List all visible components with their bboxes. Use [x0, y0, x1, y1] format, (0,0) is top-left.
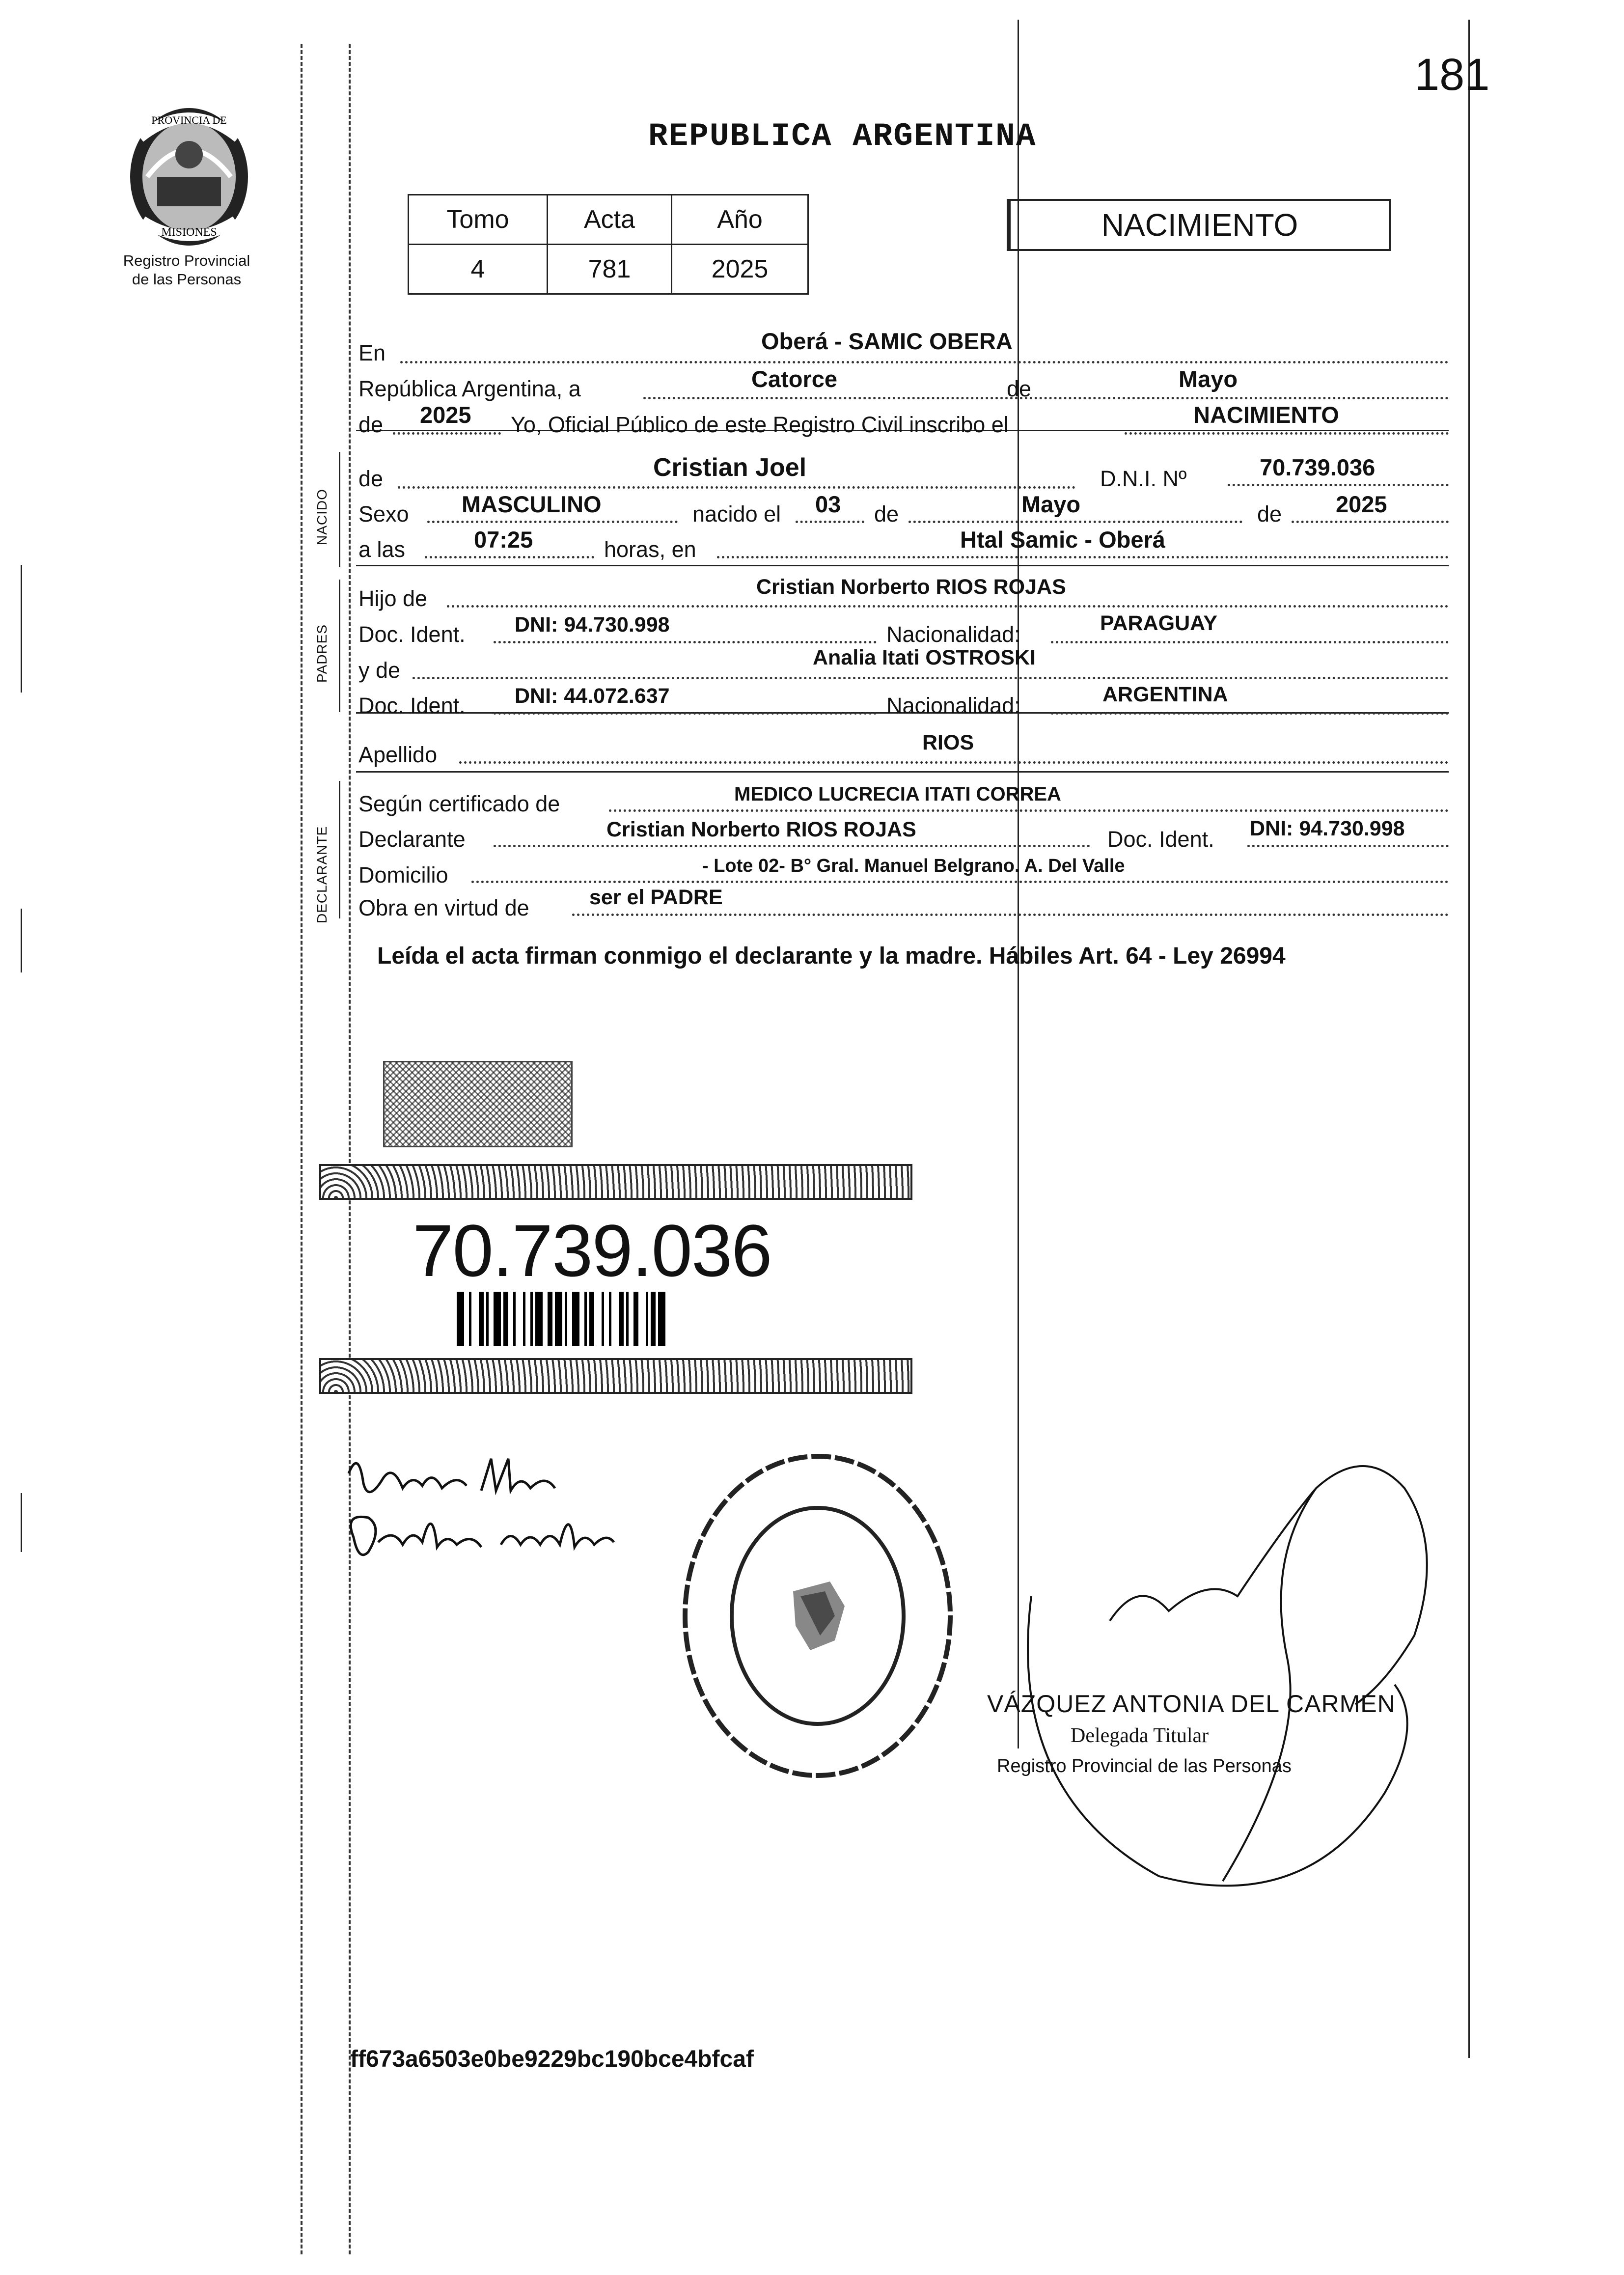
- handwritten-signature: [339, 1444, 653, 1572]
- declarant-doc-value: DNI: 94.730.998: [1250, 817, 1405, 840]
- left-scan-mark: [21, 565, 22, 693]
- fill-line: [459, 761, 1449, 764]
- barcode-bar: [646, 1292, 648, 1346]
- left-margin-dashed-line-2: [349, 44, 351, 2254]
- logo-caption: [98, 251, 275, 289]
- barcode-bar: [584, 1292, 587, 1346]
- officer-text: Yo, Oficial Público de este Registro Civil inscribo el: [511, 412, 1009, 437]
- fill-line: [398, 486, 1075, 489]
- fill-line: [1292, 521, 1449, 523]
- father-nat-value: PARAGUAY: [1100, 611, 1217, 635]
- barcode-bar: [469, 1292, 471, 1346]
- cert-value: MEDICO LUCRECIA ITATI CORREA: [734, 783, 1061, 805]
- sex-label: Sexo: [358, 501, 409, 527]
- right-border-line: [1468, 20, 1470, 2058]
- fill-line: [393, 432, 501, 435]
- registry-header-ano: Año: [672, 195, 808, 245]
- country-heading: REPUBLICA ARGENTINA: [648, 118, 1037, 155]
- born-month-value: Mayo: [1021, 491, 1081, 517]
- officer-office: Registro Provincial de las Personas: [997, 1756, 1292, 1776]
- fill-line: [427, 521, 678, 523]
- logo-top-text: PROVINCIA DE: [151, 114, 227, 126]
- section-bracket: [339, 452, 340, 567]
- fill-line: [643, 397, 1449, 399]
- fill-line: [796, 521, 864, 523]
- registry-value-tomo: 4: [409, 245, 548, 294]
- declarant-value: Cristian Norberto RIOS ROJAS: [606, 818, 916, 841]
- time-value: 07:25: [474, 527, 533, 553]
- father-nat-label: Nacionalidad:: [886, 622, 1020, 647]
- barcode-bar: [523, 1292, 525, 1346]
- place-value: Oberá - SAMIC OBERA: [761, 328, 1013, 354]
- fill-line: [400, 361, 1449, 363]
- left-scan-mark: [21, 909, 22, 972]
- month-value: Mayo: [1179, 366, 1238, 392]
- barcode-bar: [494, 1292, 501, 1346]
- barcode-bar: [503, 1292, 508, 1346]
- barcode-bar: [535, 1292, 543, 1346]
- side-label-declarante: DECLARANTE: [314, 826, 330, 923]
- day-value: Catorce: [751, 366, 838, 392]
- birth-place-value: Htal Samic - Oberá: [960, 527, 1165, 553]
- barcode-bar: [565, 1292, 567, 1346]
- fill-line: [447, 605, 1449, 608]
- barcode-bar: [626, 1292, 629, 1346]
- mother-nat-label: Nacionalidad:: [886, 693, 1020, 718]
- father-doc-label: Doc. Ident.: [358, 622, 466, 647]
- fill-line: [572, 914, 1449, 916]
- year-label: de: [358, 412, 384, 437]
- surname-label: Apellido: [358, 742, 438, 767]
- security-ribbon-bottom: [319, 1358, 912, 1394]
- fill-line: [1247, 845, 1449, 847]
- barcode-bar: [658, 1292, 665, 1346]
- section-separator: [356, 771, 1449, 773]
- mother-doc-label: Doc. Ident.: [358, 693, 466, 718]
- surname-value: RIOS: [922, 731, 974, 754]
- born-day-value: 03: [815, 491, 841, 517]
- barcode-bar: [572, 1292, 579, 1346]
- fill-line: [1125, 432, 1449, 435]
- barcode-bar: [513, 1292, 516, 1346]
- logo-caption-line1: Registro Provincial: [123, 252, 250, 269]
- barcode-bar: [548, 1292, 552, 1346]
- barcode-bar: [589, 1292, 594, 1346]
- capacity-value: ser el PADRE: [589, 886, 723, 909]
- mother-value: Analia Itati OSTROSKI: [813, 646, 1036, 669]
- document-hash: ff673a6503e0be9229bc190bce4bfcaf: [350, 2046, 754, 2072]
- dni-value: 70.739.036: [1260, 454, 1376, 480]
- officer-signature: [1012, 1449, 1454, 1915]
- logo-caption-line2: de las Personas: [132, 271, 242, 288]
- official-round-stamp-icon: [678, 1449, 958, 1783]
- closing-statement: Leída el acta firman conmigo el declarante y la madre. Hábiles Art. 64 - Ley 26994: [377, 943, 1286, 969]
- time-label: a las: [358, 537, 406, 562]
- side-label-padres: PADRES: [314, 624, 330, 683]
- born-year-label: de: [1257, 501, 1282, 527]
- hours-label: horas, en: [604, 537, 696, 562]
- mother-label: y de: [358, 658, 401, 683]
- capacity-label: Obra en virtud de: [358, 895, 529, 920]
- section-separator: [356, 565, 1449, 566]
- barcode: [457, 1292, 771, 1346]
- section-bracket: [339, 781, 340, 918]
- logo-bottom-text: MISIONES: [161, 226, 217, 239]
- mother-doc-value: DNI: 44.072.637: [515, 684, 670, 708]
- barcode-bar: [530, 1292, 533, 1346]
- place-label: En: [358, 340, 386, 365]
- barcode-bar: [457, 1292, 464, 1346]
- barcode-bar: [609, 1292, 611, 1346]
- address-value: - Lote 02- B° Gral. Manuel Belgrano. A. Del Valle: [702, 856, 1125, 876]
- barcode-bar: [479, 1292, 484, 1346]
- fill-line: [413, 677, 1449, 679]
- barcode-number: 70.739.036: [413, 1209, 771, 1292]
- fill-line: [494, 712, 877, 715]
- registry-value-acta: 781: [548, 245, 672, 294]
- registry-value-ano: 2025: [672, 245, 808, 294]
- barcode-bar: [633, 1292, 638, 1346]
- day-label: República Argentina, a: [358, 376, 581, 401]
- address-label: Domicilio: [358, 862, 448, 888]
- sex-value: MASCULINO: [462, 491, 602, 517]
- left-scan-mark: [21, 1493, 22, 1552]
- fill-line: [717, 556, 1449, 558]
- registry-header-acta: Acta: [548, 195, 672, 245]
- registry-header-tomo: Tomo: [409, 195, 548, 245]
- name-label: de: [358, 466, 384, 491]
- father-label: Hijo de: [358, 586, 428, 611]
- barcode-bar: [602, 1292, 604, 1346]
- registry-table: [408, 194, 809, 295]
- security-seal-icon: [383, 1061, 573, 1147]
- declarant-label: Declarante: [358, 827, 466, 852]
- fill-line: [1228, 484, 1449, 486]
- born-label: nacido el: [692, 501, 781, 527]
- born-year-value: 2025: [1336, 491, 1387, 517]
- side-label-nacido: NACIDO: [314, 489, 330, 545]
- fill-line: [908, 521, 1242, 523]
- officer-name: VÁZQUEZ ANTONIA DEL CARMEN: [987, 1690, 1396, 1718]
- security-ribbon-top: [319, 1164, 912, 1200]
- born-month-label: de: [874, 501, 899, 527]
- page-number: 181: [1414, 50, 1490, 100]
- fill-line: [471, 881, 1449, 883]
- barcode-bar: [555, 1292, 562, 1346]
- inscribed-value: NACIMIENTO: [1193, 402, 1339, 428]
- month-label: de: [1007, 376, 1032, 401]
- fill-line: [1051, 712, 1449, 715]
- mother-nat-value: ARGENTINA: [1102, 683, 1228, 706]
- barcode-bar: [651, 1292, 656, 1346]
- barcode-bar: [486, 1292, 489, 1346]
- left-margin-dashed-line: [301, 44, 303, 2254]
- provincial-coat-of-arms-icon: [123, 103, 255, 250]
- act-type-box: NACIMIENTO: [1007, 199, 1391, 251]
- fill-line: [609, 809, 1449, 812]
- father-doc-value: DNI: 94.730.998: [515, 613, 670, 637]
- fill-line: [425, 556, 594, 558]
- officer-title: Delegada Titular: [1071, 1724, 1209, 1747]
- fill-line: [494, 845, 1090, 847]
- declarant-doc-label: Doc. Ident.: [1107, 827, 1214, 852]
- fill-line: [1051, 641, 1449, 643]
- barcode-bar: [619, 1292, 624, 1346]
- fill-line: [494, 641, 877, 643]
- father-value: Cristian Norberto RIOS ROJAS: [756, 575, 1066, 599]
- year-value: 2025: [420, 402, 471, 428]
- name-value: Cristian Joel: [653, 453, 807, 482]
- dni-label: D.N.I. Nº: [1100, 466, 1187, 491]
- cert-label: Según certificado de: [358, 791, 560, 816]
- section-bracket: [339, 580, 340, 712]
